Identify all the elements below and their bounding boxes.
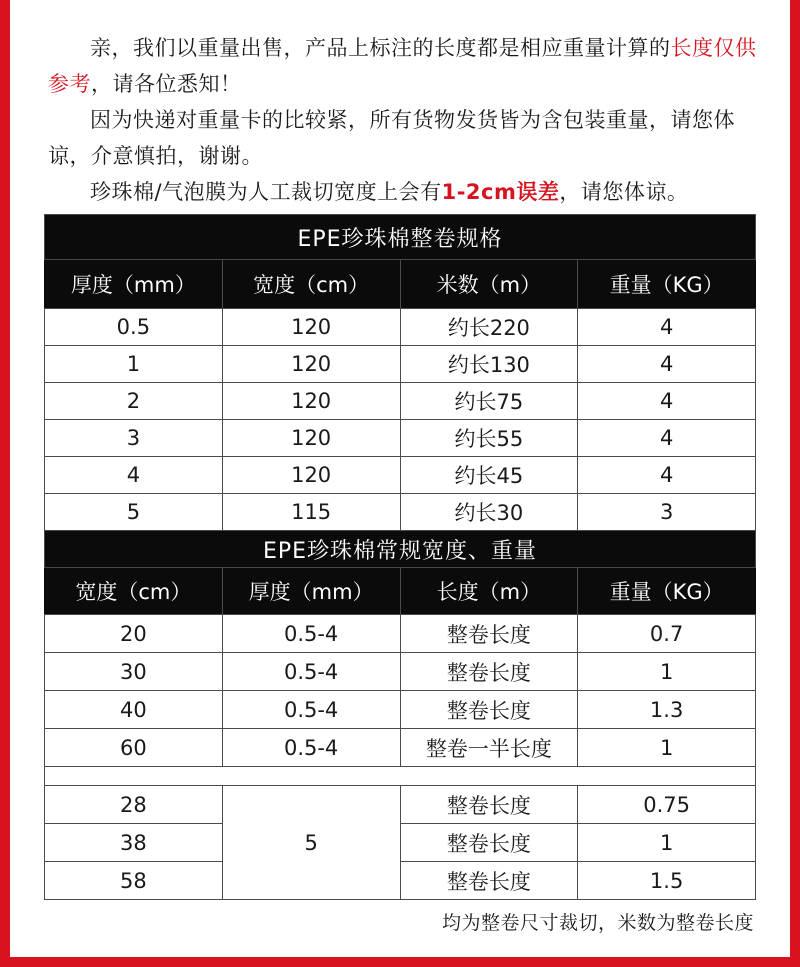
table-cell: 120 (222, 420, 400, 457)
table-cell: 0.5-4 (222, 691, 400, 729)
table-cell: 120 (222, 383, 400, 420)
notice-p3-highlight: 1-2cm误差 (441, 180, 560, 204)
table-row (45, 346, 756, 383)
notice-p1-highlight: 长度仅供参考 (48, 36, 757, 96)
notice-paragraph-2 (48, 102, 760, 174)
table-cell: 1 (578, 653, 756, 691)
notice-p3-tail: ，请您体谅。 (559, 180, 689, 204)
table-cell: 约长220 (400, 309, 578, 346)
table-cell: 38 (45, 824, 223, 862)
notice-text (48, 30, 760, 210)
table-cell: 整卷长度 (400, 786, 578, 824)
table2-header-width: 宽度（cm） (45, 568, 223, 615)
merged-thickness-cell: 5 (222, 786, 400, 900)
table1-body (45, 309, 756, 531)
table-cell: 28 (45, 786, 223, 824)
table2-header-weight: 重量（KG） (578, 568, 756, 615)
notice-p1-tail: ，请各位悉知！ (91, 72, 242, 96)
table-cell: 1 (578, 729, 756, 767)
table-cell: 约长30 (400, 494, 578, 531)
table-cell: 整卷一半长度 (400, 729, 578, 767)
table2-merged-body (45, 786, 756, 900)
table-cell: 4 (578, 309, 756, 346)
table-cell: 4 (578, 383, 756, 420)
table-cell: 30 (45, 653, 223, 691)
epe-roll-spec-table (44, 214, 756, 531)
table-row (45, 309, 756, 346)
notice-p1-text: 亲，我们以重量出售，产品上标注的长度都是相应重量计算的 (90, 36, 671, 60)
notice-paragraph-1 (48, 30, 760, 102)
table2-title: EPE珍珠棉常规宽度、重量 (45, 531, 756, 568)
table-cell: 1 (45, 346, 223, 383)
table-cell: 40 (45, 691, 223, 729)
table2-header-thickness: 厚度（mm） (222, 568, 400, 615)
table-cell: 120 (222, 457, 400, 494)
table-cell: 58 (45, 862, 223, 900)
table-row (45, 494, 756, 531)
table-row (45, 786, 756, 824)
table-cell: 0.7 (578, 615, 756, 653)
table-cell: 0.5 (45, 309, 223, 346)
table-cell: 60 (45, 729, 223, 767)
table-row (45, 729, 756, 767)
table1-header-length: 米数（m） (400, 260, 578, 309)
table-cell: 4 (578, 420, 756, 457)
table-row (45, 824, 756, 862)
table-cell: 3 (578, 494, 756, 531)
table-cell: 约长130 (400, 346, 578, 383)
table1-header-width: 宽度（cm） (222, 260, 400, 309)
table-cell: 115 (222, 494, 400, 531)
table-row (45, 383, 756, 420)
table-cell: 整卷长度 (400, 653, 578, 691)
table-cell: 120 (222, 346, 400, 383)
table1-header-thickness: 厚度（mm） (45, 260, 223, 309)
table-cell: 1.3 (578, 691, 756, 729)
notice-paragraph-3 (48, 174, 760, 210)
table-cell: 整卷长度 (400, 615, 578, 653)
table1-title: EPE珍珠棉整卷规格 (45, 215, 756, 260)
table-cell: 0.5-4 (222, 729, 400, 767)
table-row (45, 457, 756, 494)
table-cell: 0.5-4 (222, 653, 400, 691)
table-row (45, 862, 756, 900)
table-cell: 1.5 (578, 862, 756, 900)
table-row (45, 691, 756, 729)
table-cell: 整卷长度 (400, 824, 578, 862)
table1-header-weight: 重量（KG） (578, 260, 756, 309)
table-cell: 4 (45, 457, 223, 494)
table-cell: 4 (578, 457, 756, 494)
table-cell: 整卷长度 (400, 862, 578, 900)
table-cell: 0.75 (578, 786, 756, 824)
table-cell: 120 (222, 309, 400, 346)
epe-standard-width-table (44, 530, 756, 900)
table-cell: 2 (45, 383, 223, 420)
table-cell: 4 (578, 346, 756, 383)
table-cell: 20 (45, 615, 223, 653)
table-cell: 整卷长度 (400, 691, 578, 729)
table2-header-length: 长度（m） (400, 568, 578, 615)
footnote: 均为整卷尺寸裁切，米数为整卷长度 (441, 912, 754, 934)
notice-p2-text: 因为快递对重量卡的比较紧，所有货物发货皆为含包装重量，请您体谅，介意慎拍，谢谢。 (48, 108, 735, 168)
table-row (45, 653, 756, 691)
table-cell: 3 (45, 420, 223, 457)
table-row (45, 615, 756, 653)
table-cell: 约长75 (400, 383, 578, 420)
table2-body (45, 615, 756, 767)
notice-p3-text: 珍珠棉/气泡膜为人工裁切宽度上会有 (90, 180, 442, 204)
table2-spacer (45, 767, 756, 786)
table-cell: 约长55 (400, 420, 578, 457)
table-cell: 1 (578, 824, 756, 862)
table-cell: 0.5-4 (222, 615, 400, 653)
table-cell: 约长45 (400, 457, 578, 494)
table-cell: 5 (45, 494, 223, 531)
table-row (45, 420, 756, 457)
